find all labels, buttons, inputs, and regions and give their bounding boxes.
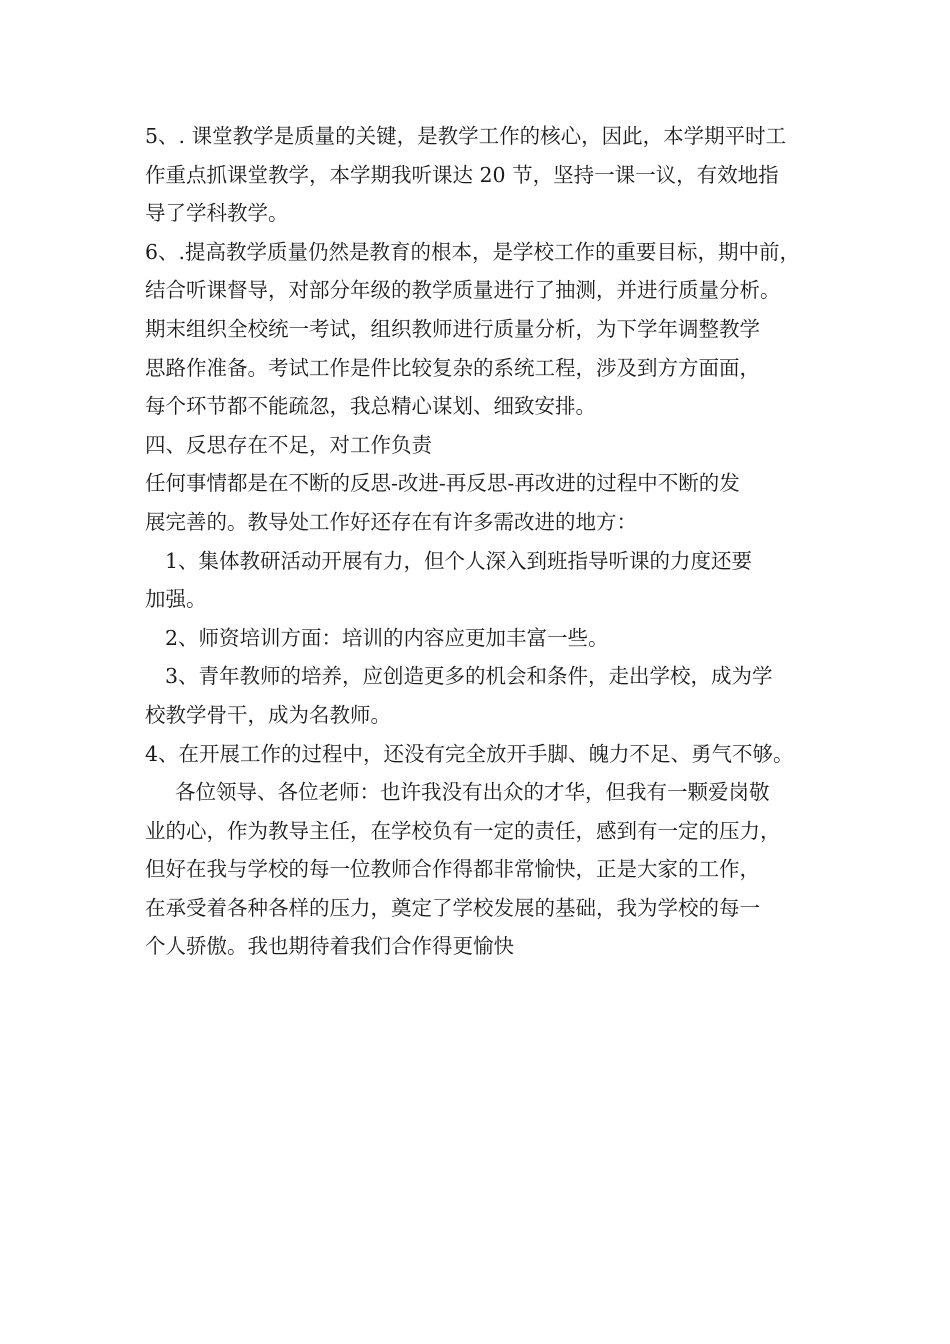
list-item-line: 3、青年教师的培养，应创造更多的机会和条件，走出学校，成为学 bbox=[165, 664, 773, 689]
text-line: 个人骄傲。我也期待着我们合作得更愉快 bbox=[145, 934, 514, 959]
text-line: 期末组织全校统一考试，组织教师进行质量分析，为下学年调整教学 bbox=[145, 316, 760, 341]
section-heading: 四、反思存在不足，对工作负责 bbox=[145, 432, 432, 457]
text-line: 在承受着各种各样的压力，奠定了学校发展的基础，我为学校的每一 bbox=[145, 895, 760, 920]
text-line: 校教学骨干，成为名教师。 bbox=[145, 702, 391, 727]
text-line: 5、. 课堂教学是质量的关键，是教学工作的核心，因此，本学期平时工 bbox=[145, 124, 787, 148]
text-line: 加强。 bbox=[145, 587, 207, 612]
document-body bbox=[145, 117, 825, 966]
list-item-line: 2、师资培训方面：培训的内容应更加丰富一些。 bbox=[165, 625, 609, 650]
text-line: 任何事情都是在不断的反思-改进-再反思-再改进的过程中不断的发 bbox=[145, 471, 740, 496]
list-item-line: 1、集体教研活动开展有力，但个人深入到班指导听课的力度还要 bbox=[165, 548, 753, 573]
text-line: 思路作准备。考试工作是件比较复杂的系统工程，涉及到方方面面， bbox=[145, 355, 760, 380]
text-line: 导了学科教学。 bbox=[145, 201, 289, 226]
text-line: 业的心，作为教导主任，在学校负有一定的责任，感到有一定的压力， bbox=[145, 818, 781, 843]
text-line: 6、.提高教学质量仍然是教育的根本，是学校工作的重要目标，期中前， bbox=[145, 239, 801, 264]
list-item-line: 4、在开展工作的过程中，还没有完全放开手脚、魄力不足、勇气不够。 bbox=[145, 741, 794, 766]
text-line: 展完善的。教导处工作好还存在有许多需改进的地方： bbox=[145, 509, 637, 534]
text-line: 每个环节都不能疏忽，我总精心谋划、细致安排。 bbox=[145, 394, 596, 419]
text-line: 但好在我与学校的每一位教师合作得都非常愉快，正是大家的工作， bbox=[145, 857, 760, 882]
paragraph-start-line: 各位领导、各位老师：也许我没有出众的才华，但我有一颗爱岗敬 bbox=[175, 780, 770, 805]
text-line: 结合听课督导，对部分年级的教学质量进行了抽测，并进行质量分析。 bbox=[145, 278, 781, 303]
text-line: 作重点抓课堂教学，本学期我听课达 20 节，坚持一课一议，有效地指 bbox=[145, 162, 779, 187]
